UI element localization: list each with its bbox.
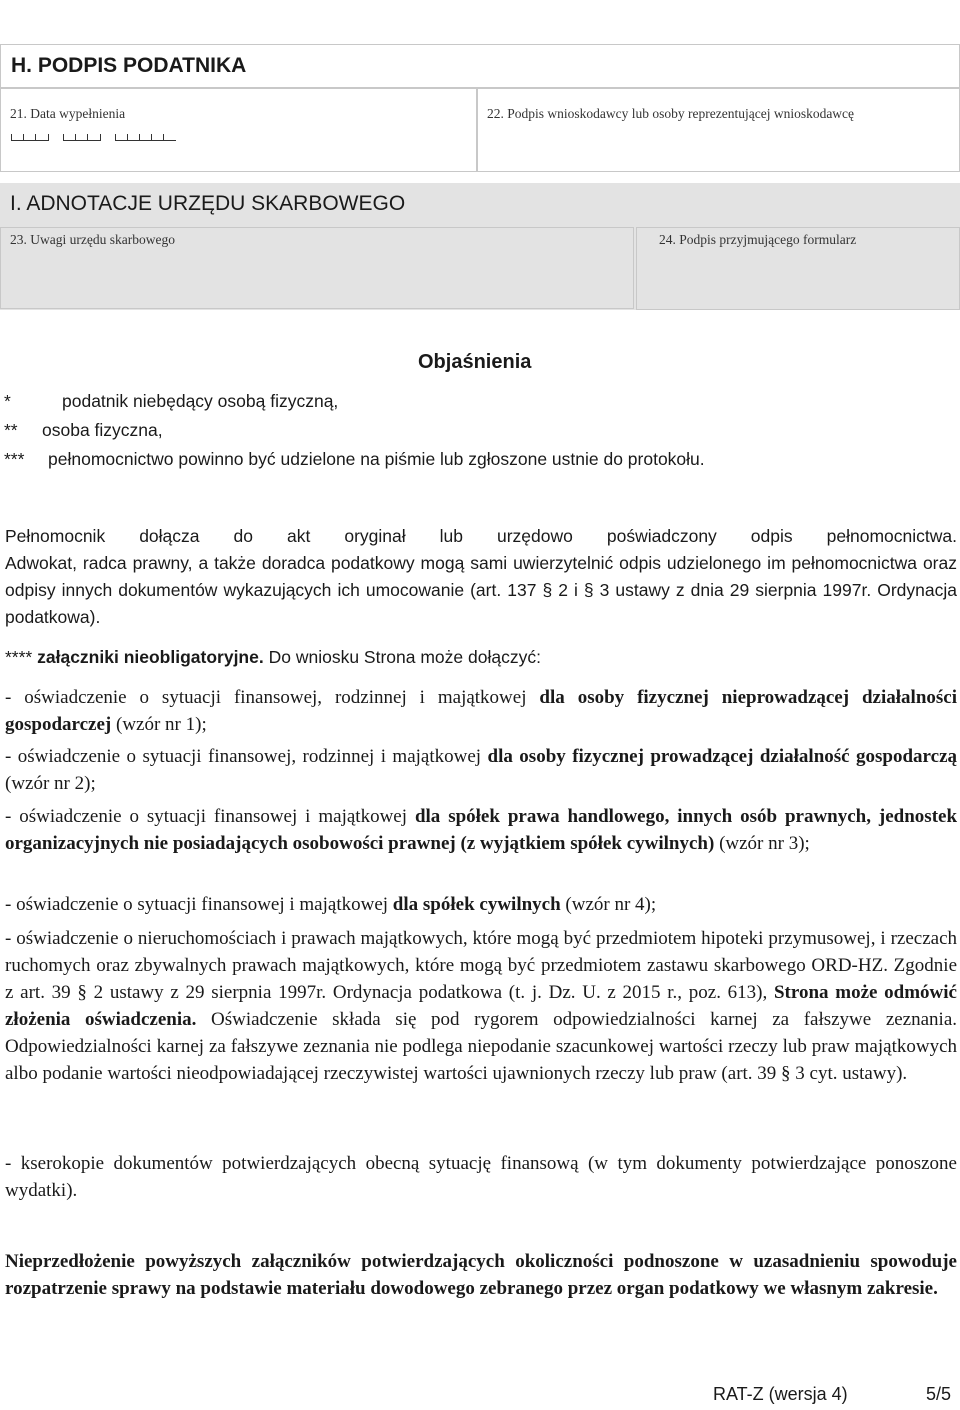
item-3-bold: dla spółek prawa handlowego, innych osób prawnych, jednostek organizacyjnych nie posiadających osobowości prawnej (z wyjątkiem spółek cywilnych) bbox=[5, 806, 958, 854]
field-24-label: 24. Podpis przyjmującego formularz bbox=[659, 232, 857, 247]
item-2-text: - oświadczenie o sytuacji finansowej, rodzinnej i majątkowej bbox=[5, 746, 482, 767]
footnote-3 bbox=[4, 449, 705, 470]
footnote-1-text: podatnik niebędący osobą fizyczną, bbox=[62, 391, 339, 411]
item-4-text: - oświadczenie o sytuacji finansowej i majątkowej bbox=[5, 894, 389, 915]
field-22-label: 22. Podpis wnioskodawcy lub osoby reprezentującej wnioskodawcę bbox=[487, 106, 855, 121]
section-h-header bbox=[0, 44, 960, 88]
item-5-text: - oświadczenie o nieruchomościach i prawach majątkowych, które mogą być przedmiotem hipoteki przymusowej, i rzeczach ruchomych oraz zbywalnych prawach majątkowych, które mogą być przedmiotem zastawu skarbowego ORD-HZ. Zgodnie z art. 39 § 2 ustawy z 29 sierpnia 1997r. Ordynacja podatkowa (t. j. Dz. U. z 2015 r., poz. 613), bbox=[5, 928, 957, 1003]
date-box[interactable] bbox=[35, 134, 49, 141]
field-23-label: 23. Uwagi urzędu skarbowego bbox=[10, 232, 175, 247]
footnote-1 bbox=[4, 391, 338, 412]
footnote-3-text: pełnomocnictwo powinno być udzielone na piśmie lub zgłoszone ustnie do protokołu. bbox=[48, 449, 705, 469]
form-version: RAT-Z (wersja 4) bbox=[713, 1384, 848, 1404]
attachment-item-6 bbox=[5, 1150, 957, 1204]
date-box[interactable] bbox=[87, 134, 101, 141]
explanations-title: Objaśnienia bbox=[418, 351, 532, 373]
attachment-item-2 bbox=[5, 743, 957, 797]
item-3-text: - oświadczenie o sytuacji finansowej i majątkowej bbox=[5, 806, 408, 827]
attachment-item-5 bbox=[5, 925, 957, 1087]
footnote-2 bbox=[4, 420, 163, 441]
item-2-bold: dla osoby fizycznej prowadzącej działalność gospodarczą bbox=[487, 746, 958, 767]
poa-line-1: Pełnomocnik dołącza do akt oryginał lub urzędowo poświadczony odpis pełnomocnictwa. bbox=[5, 526, 957, 546]
final-notice bbox=[5, 1248, 957, 1302]
date-box[interactable] bbox=[163, 134, 176, 141]
power-of-attorney-paragraph bbox=[5, 523, 957, 631]
footnote-4-mark: **** bbox=[5, 647, 33, 667]
item-1-form: (wzór nr 1); bbox=[116, 714, 207, 735]
footnote-4-bold: załączniki nieobligatoryjne. bbox=[37, 647, 264, 667]
section-h-title: H. PODPIS PODATNIKA bbox=[11, 54, 247, 77]
poa-line-2: Adwokat, radca prawny, a także doradca podatkowy mogą sami uwierzytelnić odpis udzielonego im pełnomocnictwa oraz odpisy innych dokumentów wykazujących ich umocowanie (art. 137 § 2 i § 3 ustawy z dnia 29 sierpnia 1997r. Ordynacja podatkowa). bbox=[5, 553, 957, 627]
item-1-text: - oświadczenie o sytuacji finansowej, rodzinnej i majątkowej bbox=[5, 687, 527, 708]
footnote-2-mark: ** bbox=[4, 420, 18, 440]
footnote-1-mark: * bbox=[4, 391, 11, 411]
page-number: 5/5 bbox=[926, 1384, 952, 1404]
field-22-signature[interactable] bbox=[477, 88, 960, 172]
attachment-item-4 bbox=[5, 891, 957, 918]
item-6-text: - kserokopie dokumentów potwierdzających obecną sytuację finansową (w tym dokumenty potwierdzające ponoszone wydatki). bbox=[5, 1153, 957, 1201]
section-i bbox=[0, 183, 960, 310]
item-2-form: (wzór nr 2); bbox=[5, 773, 96, 794]
field-23-remarks bbox=[0, 227, 634, 309]
item-4-form: (wzór nr 4); bbox=[565, 894, 657, 915]
footnote-4-text: Do wniosku Strona może dołączyć: bbox=[268, 647, 541, 667]
section-h bbox=[0, 44, 960, 170]
attachment-item-3 bbox=[5, 803, 957, 857]
field-21-label: 21. Data wypełnienia bbox=[10, 106, 126, 121]
item-3-form: (wzór nr 3); bbox=[719, 833, 810, 854]
footnote-3-mark: *** bbox=[4, 449, 25, 469]
section-i-title: I. ADNOTACJE URZĘDU SKARBOWEGO bbox=[10, 192, 406, 215]
final-notice-text: Nieprzedłożenie powyższych załączników potwierdzających okoliczności podnoszone w uzasadnieniu spowoduje rozpatrzenie sprawy na podstawie materiału dowodowego zebranego przez organ podatkowy we własnym zakresie. bbox=[5, 1251, 957, 1299]
field-21-date[interactable] bbox=[0, 88, 477, 172]
footnote-4 bbox=[5, 644, 957, 671]
item-4-bold: dla spółek cywilnych bbox=[392, 894, 561, 915]
item-5-bold: Strona może odmówić złożenia oświadczenia. bbox=[5, 982, 957, 1030]
item-1-bold: dla osoby fizycznej nieprowadzącej działalności gospodarczej bbox=[5, 687, 958, 735]
item-5-details: Oświadczenie składa się pod rygorem odpowiedzialności karnej za fałszywe zeznania. Odpowiedzialności karnej za fałszywe zeznania nie podlega niepodanie szacunkowej wartości rzeczy lub praw majątkowych albo podanie wartości nieodpowiadającej rzeczywistej wartości ujawnionych rzeczy lub praw (art. 39 § 3 cyt. ustawy). bbox=[5, 1009, 958, 1084]
footnote-2-text: osoba fizyczna, bbox=[42, 420, 163, 440]
field-24-receiver-signature bbox=[636, 227, 960, 310]
attachment-item-1 bbox=[5, 684, 957, 738]
